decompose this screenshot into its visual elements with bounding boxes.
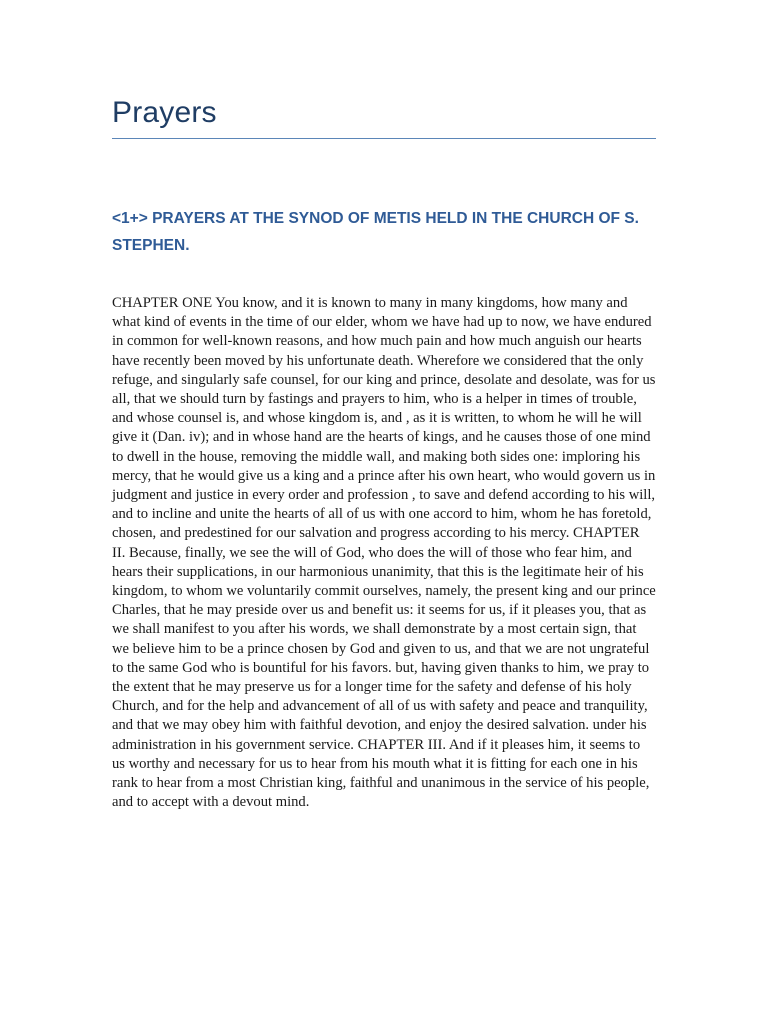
- body-paragraph: CHAPTER ONE You know, and it is known to many in many kingdoms, how many and what kind of events in the time of our elder, whom we have had up to now, we have endured in common for well-known reasons, and how much pain and how much anguish our hearts have recently been moved by his unfortunate death. Wherefore we considered that the only refuge, and singularly safe counsel, for our king and prince, desolate and desolate, was for us all, that we should turn by fastings and prayers to him, who is a helper in times of trouble, and whose counsel is, and whose kingdom is, and , as it is written, to whom he will he will give it (Dan. iv); and in whose hand are the hearts of kings, and he causes those of one mind to dwell in the house, removing the middle wall, and making both sides one: imploring his mercy, that he would give us a king and a prince after his own heart, who would govern us in judgment and justice in every order and profession , to save and defend according to his will, and to incline and unite the hearts of all of us with one accord to him, whom he has foretold, chosen, and predestined for our salvation and progress according to his mercy. CHAPTER II. Because, finally, we see the will of God, who does the will of those who fear him, and hears their supplications, in our harmonious unanimity, that this is the legitimate heir of his kingdom, to whom we voluntarily commit ourselves, namely, the present king and our prince Charles, that he may preside over us and benefit us: it seems for us, if it pleases you, that as we shall manifest to you after his words, we shall demonstrate by a most certain sign, that we believe him to be a prince chosen by God and given to us, and that we are not ungrateful to the same God who is bountiful for his favors. but, having given thanks to him, we pray to the extent that he may preserve us for a longer time for the safety and defense of his holy Church, and for the help and advancement of all of us with safety and peace and tranquility, and that we may obey him with faithful devotion, and enjoy the desired salvation. under his administration in his government service. CHAPTER III. And if it pleases him, it seems to us worthy and necessary for us to hear from his mouth what it is fitting for each one in his rank to hear from a most Christian king, faithful and unanimous in the service of his people, and to accept with a devout mind.: [112, 295, 656, 811]
- title-divider: [112, 138, 656, 139]
- section-heading: <1+> PRAYERS AT THE SYNOD OF METIS HELD IN THE CHURCH OF S. STEPHEN.: [112, 210, 639, 254]
- page-title: Prayers: [112, 96, 217, 129]
